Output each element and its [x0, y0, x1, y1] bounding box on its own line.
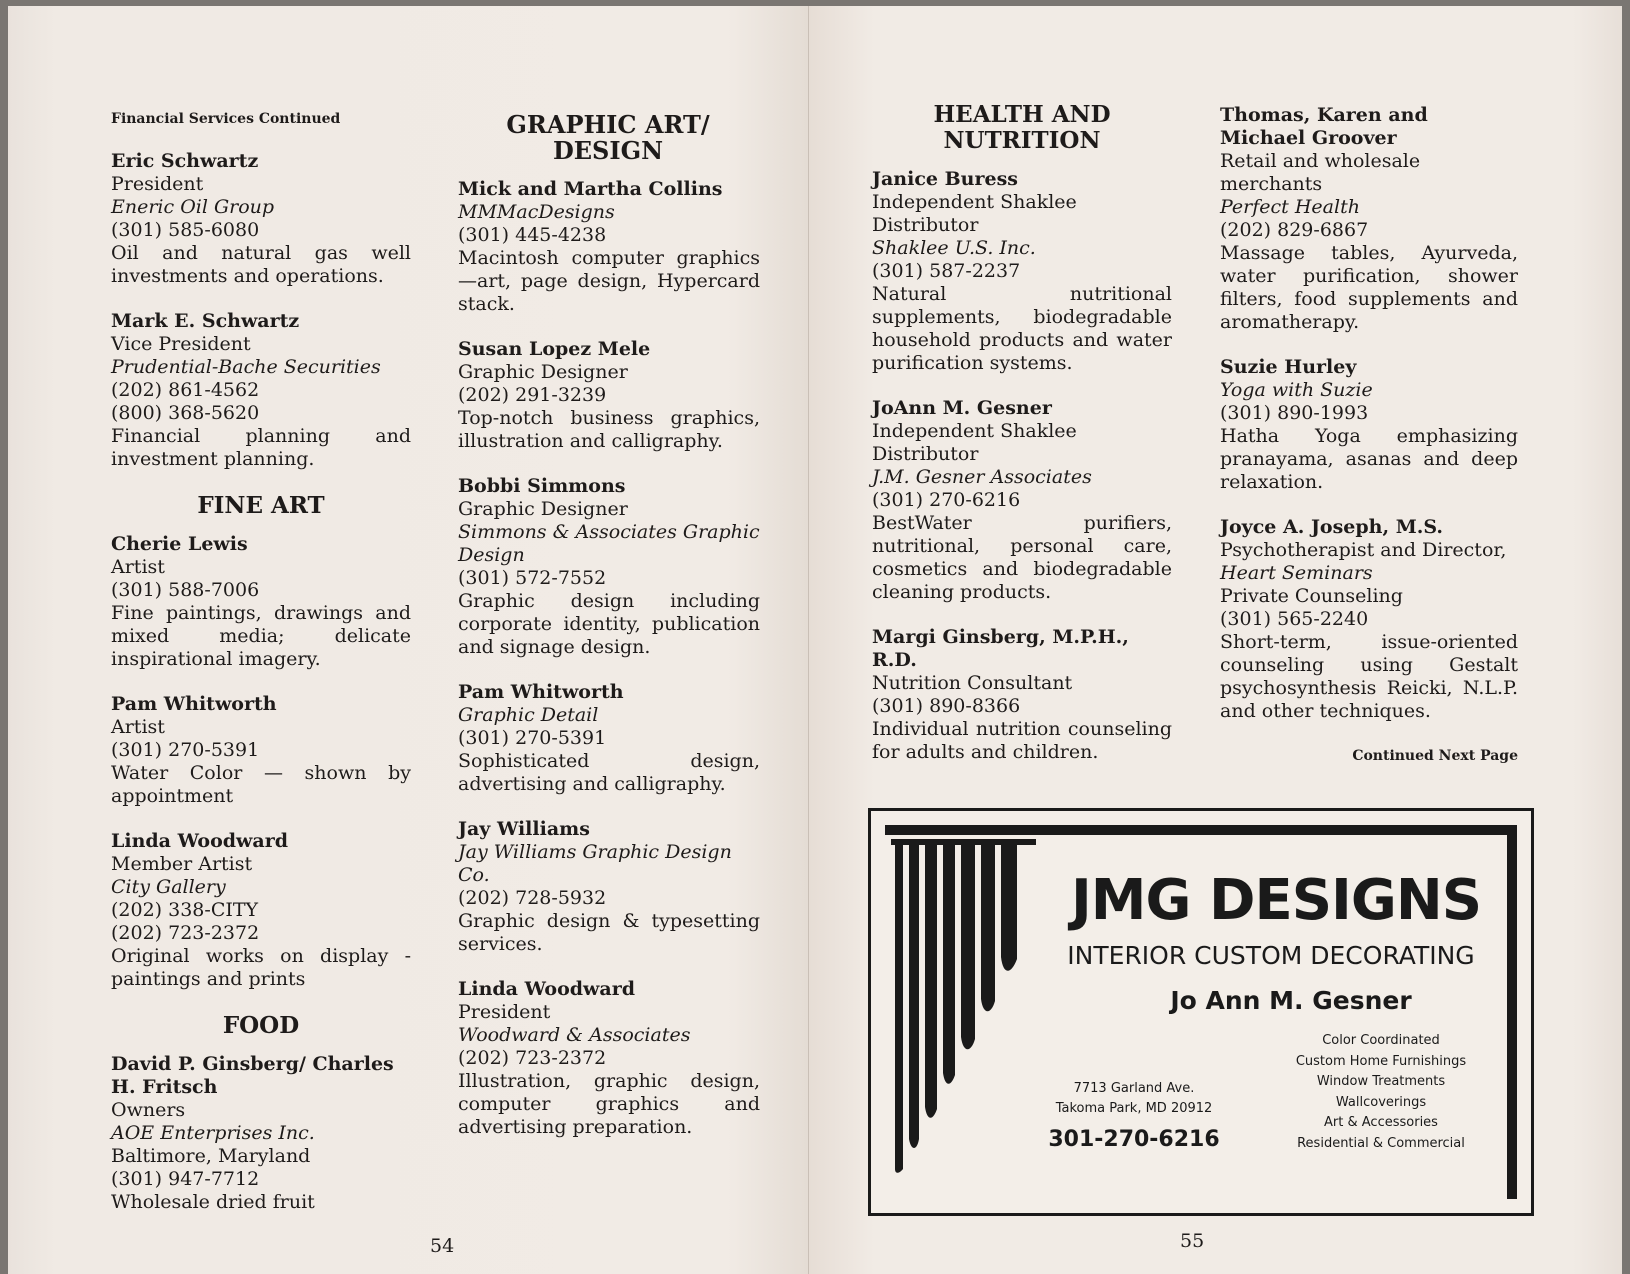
directory-entry	[111, 533, 411, 671]
entry-company: Perfect Health	[1220, 196, 1360, 218]
page-number-left: 54	[430, 1235, 455, 1257]
entry-title: Independent Shaklee Distributor	[872, 420, 1077, 465]
entry-title: Owners	[111, 1099, 186, 1121]
section-health: HEALTH AND NUTRITION	[933, 101, 1111, 154]
section-food: FOOD	[222, 1012, 300, 1039]
entry-company: AOE Enterprises Inc.	[111, 1122, 315, 1144]
entry-name: Suzie Hurley	[1220, 356, 1357, 378]
entry-name: Linda Woodward	[458, 978, 635, 1000]
entry-phone: (202) 338-CITY	[111, 899, 259, 921]
entry-name: Joyce A. Joseph, M.S.	[1220, 516, 1444, 538]
ad-service-item: Color Coordinated	[1322, 1033, 1440, 1048]
drapery-logo-icon	[891, 839, 1036, 1179]
entry-description: Individual nutrition counseling for adults and children.	[872, 718, 1172, 763]
ad-tagline: INTERIOR CUSTOM DECORATING	[1067, 941, 1475, 970]
entry-name: Margi Ginsberg, M.P.H., R.D.	[872, 626, 1129, 671]
left-col-1	[111, 110, 411, 1236]
entry-description: Graphic design including corporate identity, publication and signage design.	[458, 590, 760, 658]
entry-title: Artist	[111, 556, 165, 578]
entry-company: Shaklee U.S. Inc.	[872, 237, 1036, 259]
ad-service-item: Window Treatments	[1316, 1074, 1446, 1089]
entries-c	[111, 1053, 411, 1214]
entries-a	[111, 150, 411, 471]
entry-phone: (202) 291-3239	[458, 384, 607, 406]
directory-entry	[111, 693, 411, 808]
ad-brand-name: JMG DESIGNS	[1070, 868, 1482, 933]
ad-address	[1019, 1079, 1249, 1119]
page-number-right: 55	[1180, 1230, 1205, 1252]
entry-name: Bobbi Simmons	[458, 475, 626, 497]
entry-phone: (202) 723-2372	[458, 1047, 607, 1069]
entry-company: Simmons & Associates Graphic Design	[458, 521, 760, 566]
entry-title: Psychotherapist and Director,	[1220, 539, 1507, 561]
right-col-1	[872, 102, 1172, 786]
entry-title: Graphic Designer	[458, 498, 628, 520]
continued-header: Financial Services Continued	[111, 111, 341, 127]
entry-description: Financial planning and investment planning.	[111, 425, 411, 470]
entry-company: Jay Williams Graphic Design Co.	[458, 841, 732, 886]
entry-phone: (301) 585-6080	[111, 219, 260, 241]
entry-company: Yoga with Suzie	[1220, 379, 1373, 401]
directory-entry	[872, 168, 1172, 375]
entry-phone: (301) 890-8366	[872, 695, 1021, 717]
directory-entry	[1220, 104, 1518, 334]
entry-company: Prudential-Bache Securities	[111, 356, 381, 378]
entry-title: Vice President	[111, 333, 251, 355]
directory-entry	[111, 150, 411, 288]
entry-title: Member Artist	[111, 853, 253, 875]
entry-description: Short-term, issue-oriented counseling using Gestalt psychosynthesis Reicki, N.L.P. and other techniques.	[1220, 631, 1518, 722]
entry-description: Macintosh computer graphics—art, page design, Hypercard stack.	[458, 247, 760, 315]
entries-b	[111, 533, 411, 991]
entry-company: J.M. Gesner Associates	[872, 466, 1092, 488]
entry-phone: (301) 270-5391	[111, 739, 260, 761]
entry-description: Natural nutritional supplements, biodegradable household products and water purification systems.	[872, 283, 1172, 374]
jmg-designs-ad	[868, 808, 1534, 1216]
entry-phone: Baltimore, Maryland	[111, 1145, 311, 1167]
entry-title: Artist	[111, 716, 165, 738]
ad-service-item: Art & Accessories	[1324, 1115, 1438, 1130]
entry-phone: (301) 445-4238	[458, 224, 607, 246]
graphic-entries	[458, 178, 760, 1139]
section-fine-art: FINE ART	[197, 492, 325, 519]
entry-name: Jay Williams	[458, 818, 590, 840]
directory-entry	[872, 397, 1172, 604]
entry-name: Mark E. Schwartz	[111, 310, 300, 332]
entry-company: Eneric Oil Group	[111, 196, 275, 218]
entry-title: President	[111, 173, 204, 195]
directory-entry	[458, 681, 760, 796]
entry-description: Massage tables, Ayurveda, water purification, shower filters, food supplements and aromatherapy.	[1220, 242, 1518, 333]
entry-phone: (301) 890-1993	[1220, 402, 1369, 424]
entry-phone: (301) 947-7712	[111, 1168, 260, 1190]
directory-entry	[458, 178, 760, 316]
entry-phone: Private Counseling	[1220, 585, 1403, 607]
entry-name: JoAnn M. Gesner	[872, 397, 1052, 419]
entry-title: President	[458, 1001, 551, 1023]
entry-title: Graphic Designer	[458, 361, 628, 383]
directory-entry	[1220, 356, 1518, 494]
entry-description: Oil and natural gas well investments and operations.	[111, 242, 411, 287]
section-graphic-art: GRAPHIC ART/ DESIGN	[506, 110, 710, 165]
entry-phone: (202) 723-2372	[111, 922, 260, 944]
directory-entry	[458, 475, 760, 659]
ad-address-line-2: Takoma Park, MD 20912	[1055, 1101, 1213, 1116]
entry-phone: (301) 565-2240	[1220, 608, 1369, 630]
entry-name: Eric Schwartz	[111, 150, 259, 172]
directory-entry	[458, 338, 760, 453]
entry-description: Fine paintings, drawings and mixed media; delicate inspirational imagery.	[111, 602, 411, 670]
entry-description: Sophisticated design, advertising and calligraphy.	[458, 750, 760, 795]
entry-description: Graphic design & typesetting services.	[458, 910, 760, 955]
directory-entry	[111, 310, 411, 471]
health-entries-2	[1220, 104, 1518, 723]
health-entries	[872, 168, 1172, 764]
entry-name: Linda Woodward	[111, 830, 288, 852]
directory-entry	[458, 978, 760, 1139]
entry-phone: (301) 587-2237	[872, 260, 1021, 282]
entry-phone: (202) 861-4562	[111, 379, 260, 401]
entry-name: Pam Whitworth	[111, 693, 277, 715]
continued-next-page: Continued Next Page	[1352, 748, 1518, 764]
left-col-2	[458, 112, 760, 1161]
entry-name: Mick and Martha Collins	[458, 178, 723, 200]
entry-phone: (301) 572-7552	[458, 567, 607, 589]
directory-entry	[111, 830, 411, 991]
entry-title: Retail and wholesale merchants	[1220, 150, 1421, 195]
entry-name: Thomas, Karen and Michael Groover	[1220, 104, 1428, 149]
entry-name: Janice Buress	[872, 168, 1018, 190]
ad-phone: 301-270-6216	[1048, 1127, 1220, 1152]
entry-company: City Gallery	[111, 876, 226, 898]
entry-company: Graphic Detail	[458, 704, 599, 726]
entry-name: Cherie Lewis	[111, 533, 248, 555]
entry-description: BestWater purifiers, nutritional, personal care, cosmetics and biodegradable cleaning products.	[872, 512, 1172, 603]
right-col-2	[1220, 104, 1518, 768]
entry-title: Independent Shaklee Distributor	[872, 191, 1077, 236]
ad-service-item: Residential & Commercial	[1297, 1135, 1465, 1151]
entry-company: Woodward & Associates	[458, 1024, 691, 1046]
directory-entry	[1220, 516, 1518, 723]
directory-entry	[111, 1053, 411, 1214]
entry-company: Heart Seminars	[1220, 562, 1373, 584]
entry-title: Nutrition Consultant	[872, 672, 1073, 694]
entry-description: Water Color — shown by appointment	[111, 762, 411, 807]
entry-phone: (800) 368-5620	[111, 402, 260, 424]
entry-phone: (202) 829-6867	[1220, 219, 1369, 241]
ad-service-item: Custom Home Furnishings	[1295, 1053, 1467, 1069]
entry-name: David P. Ginsberg/ Charles H. Fritsch	[111, 1053, 394, 1098]
ad-person: Jo Ann M. Gesner	[1170, 986, 1412, 1015]
directory-entry	[872, 626, 1172, 764]
entry-description: Original works on display - paintings and prints	[111, 945, 411, 990]
entry-description: Wholesale dried fruit	[111, 1191, 315, 1213]
ad-services	[1256, 1031, 1506, 1154]
entry-description: Hatha Yoga emphasizing pranayama, asanas and deep relaxation.	[1220, 425, 1518, 493]
ad-address-line-1: 7713 Garland Ave.	[1073, 1081, 1195, 1096]
entry-phone: (301) 270-6216	[872, 489, 1021, 511]
entry-phone: (301) 270-5391	[458, 727, 607, 749]
entry-phone: (301) 588-7006	[111, 579, 260, 601]
entry-phone: (202) 728-5932	[458, 887, 607, 909]
ad-service-item: Wallcoverings	[1335, 1094, 1427, 1110]
entry-name: Susan Lopez Mele	[458, 338, 651, 360]
entry-description: Illustration, graphic design, computer graphics and advertising preparation.	[458, 1070, 760, 1138]
entry-name: Pam Whitworth	[458, 681, 624, 703]
entry-description: Top-notch business graphics, illustration and calligraphy.	[458, 407, 760, 452]
directory-entry	[458, 818, 760, 956]
entry-company: MMMacDesigns	[458, 201, 615, 223]
